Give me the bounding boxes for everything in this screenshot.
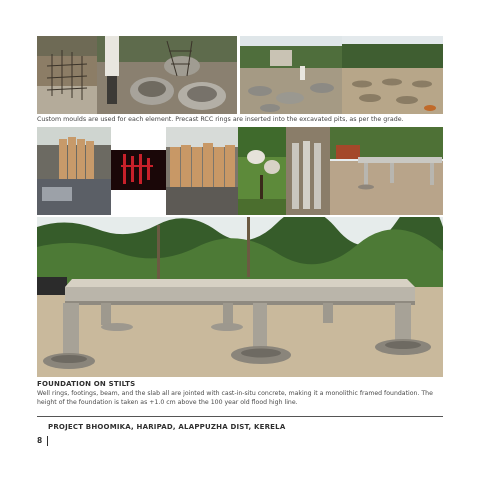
photo-pits-grid [342, 36, 443, 114]
photo-foundation-on-stilts [37, 217, 443, 377]
footer-title: PROJECT BHOOMIKA, HARIPAD, ALAPPUZHA DIST, KERELA [48, 423, 286, 431]
photo-cement-stack [166, 127, 238, 215]
footer-divider [37, 416, 443, 417]
page-number: 8 [37, 436, 43, 445]
photo-precast-beams [286, 127, 330, 215]
section-heading: FOUNDATION ON STILTS [37, 380, 136, 388]
photo-excavated-site [240, 36, 342, 114]
photo-ring-moulds [97, 36, 237, 114]
photo-inset-red-sign [111, 150, 166, 190]
page-number-divider [47, 436, 48, 446]
section-body: Well rings, footings, beam, and the slab all are jointed with cast-in-situ concrete, making it a monolithic framed foundation. The height of the foundation is taken as +1.0 cm above the 100 year old flood high line. [37, 390, 433, 406]
photo-cement-bags-truck [37, 127, 111, 215]
top-caption: Custom moulds are used for each element. Precast RCC rings are inserted into the excavated pits, as per the grade. [37, 116, 404, 123]
photo-rebar-cages [37, 36, 97, 114]
photo-planting [238, 127, 286, 215]
photo-frame-assembly [330, 127, 443, 215]
